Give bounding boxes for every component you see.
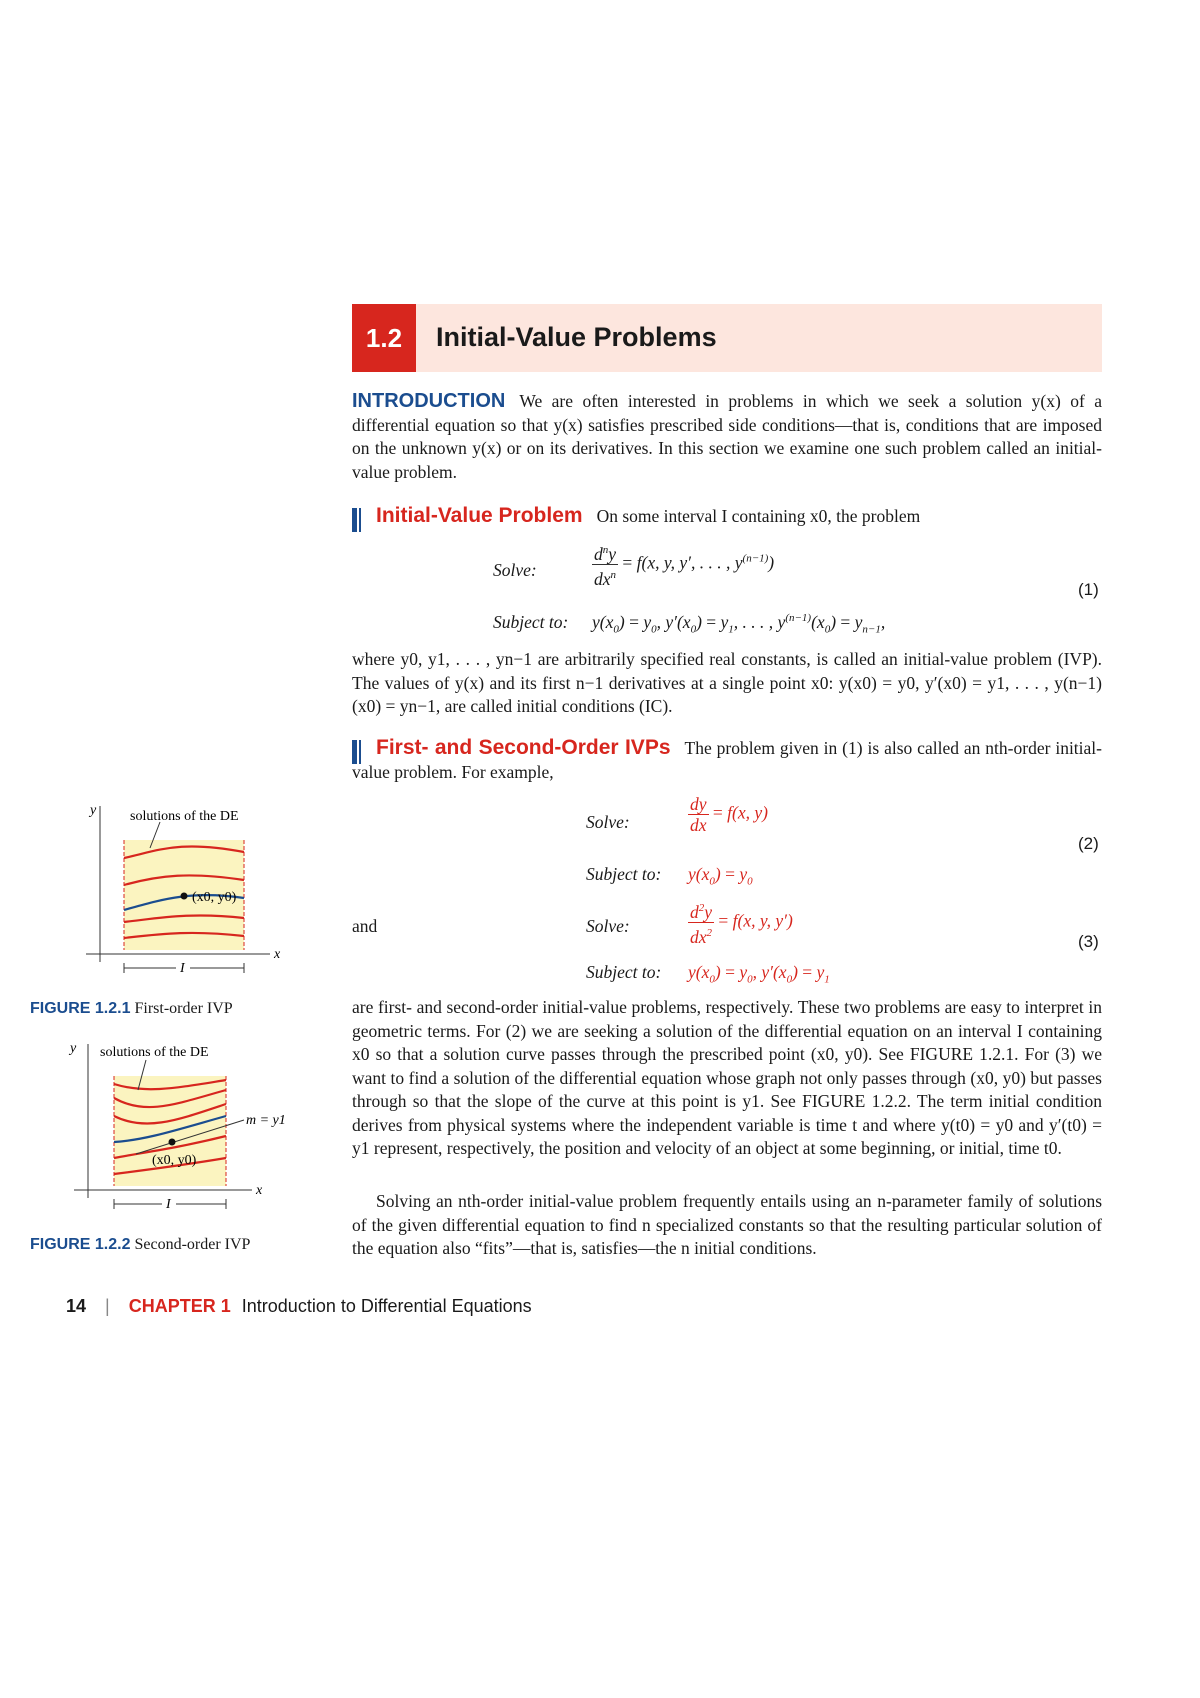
introduction-text: We are often interested in problems in which we seek a solution y(x) of a differential equation so that y(x) satisfies prescribed side conditions—that is, conditions that are imposed on the unknown y(x) or on its derivatives. In this section we examine one such problem called an initial-value problem.: [352, 391, 1102, 482]
eq2-subject-label: Subject to:: [586, 864, 662, 884]
footer-divider: |: [105, 1296, 110, 1316]
eq2-solve-equation: $\frac{dy}{dx}$ = f(x, y): [690, 794, 768, 835]
interpretation-paragraph: are first- and second-order initial-value problems, respectively. These two problems are easy to interpret in geometric terms. For (2) we are seeking a solution of the differential equation on an interval I containing x0 so that a solution curve passes through the prescribed point (x0, y0). See FIGURE 1.2.1. For (3) we want to find a solution of the differential equation whose graph not only passes through (x0, y0) but passes through so that the slope of the curve at this point is y1. See FIGURE 1.2.2. The term initial condition derives from physical systems where the independent variable is time t and where y(t0) = y0 and y′(t0) = y1 represent, respectively, the position and velocity of an object at some beginning, or initial, time t0.: [352, 997, 1102, 1158]
eq1-conditions: $y(x_0) = y_0$, $y'(x_0) = y_1$, . . . , $y^{(n-1)}(x_0) = y_{n-1}$,: [592, 612, 886, 636]
page-number: 14: [66, 1296, 87, 1316]
page-footer: [66, 1296, 532, 1317]
ivp-lead: On some interval I containing x0, the problem: [596, 506, 921, 526]
ivp-heading-line: [376, 504, 1106, 528]
fig2-interval-label: I: [166, 1197, 171, 1212]
eq2-solve-label: Solve:: [586, 812, 630, 832]
first-second-heading-line: [352, 736, 1102, 784]
first-second-lead: The problem given in (1) is also called an nth-order initial-value problem. For example,: [352, 738, 1102, 782]
ivp-heading: Initial-Value Problem: [376, 504, 583, 527]
fig1-interval-label: I: [180, 961, 185, 976]
and-connector: and: [352, 916, 378, 936]
section-title: Initial-Value Problems: [436, 322, 717, 352]
eq1-subject-label: Subject to:: [493, 612, 569, 632]
fig1-y-axis-label: y: [90, 803, 97, 818]
introduction-label: INTRODUCTION: [352, 390, 506, 412]
initial-point: [181, 893, 188, 900]
eq3-solve-equation: $\frac{d^2y}{dx^2}$ = f(x, y, y′): [688, 898, 793, 947]
fig2-annotation: solutions of the DE: [100, 1045, 209, 1060]
eq2-number: (2): [1078, 834, 1099, 853]
eq1-number: (1): [1078, 580, 1099, 599]
footer-chapter: CHAPTER 1: [128, 1296, 231, 1316]
fig2-y-axis-label: y: [70, 1041, 77, 1056]
fig2-x-axis-label: x: [256, 1183, 263, 1198]
footer-chapter-title: Introduction to Differential Equations: [241, 1296, 532, 1316]
eq3-conditions: $y(x_0) = y_0$, $y'(x_0) = y_1$: [688, 962, 830, 986]
figure-1-2-2-caption: [30, 1236, 250, 1254]
eq3-solve-label: Solve:: [586, 916, 630, 936]
fig1-annotation: solutions of the DE: [130, 809, 239, 824]
eq1-solve-label: Solve:: [493, 560, 537, 580]
figure-1-2-2: [66, 1040, 286, 1220]
eq3-number: (3): [1078, 932, 1099, 951]
fig2-point-label: (x0, y0): [152, 1153, 197, 1168]
introduction-paragraph: [352, 390, 1102, 484]
eq3-subject-label: Subject to:: [586, 962, 662, 982]
figure-1-2-1-label: FIGURE 1.2.1: [30, 1000, 131, 1017]
section-number: 1.2: [352, 304, 416, 372]
eq1-solve-equation: $\frac{d^ny}{dx^n}$ = f(x, y, y′, . . . , $y^{(n-1)}$): [592, 540, 774, 589]
fig1-x-axis-label: x: [274, 947, 281, 962]
ivp-definition-paragraph: where y0, y1, . . . , yn−1 are arbitrarily specified real constants, is called an initial-value problem (IVP). The values of y(x) and its first n−1 derivatives at a single point x0: y(x0) = y0, y′(x0) = y1, . . . , y(n−1)(x0) = yn−1, are called initial conditions (IC).: [352, 649, 1102, 716]
fig1-point-label: (x0, y0): [192, 890, 237, 905]
initial-point: [169, 1139, 176, 1146]
fig2-slope-label: m = y1: [246, 1113, 286, 1128]
figure-1-2-1: [80, 800, 300, 980]
figure-1-2-2-label: FIGURE 1.2.2: [30, 1236, 131, 1253]
figure-1-2-1-caption-text: First-order IVP: [134, 1000, 233, 1017]
first-second-heading: First- and Second-Order IVPs: [376, 736, 671, 759]
figure-1-2-2-caption-text: Second-order IVP: [134, 1236, 251, 1253]
eq2-condition: $y(x_0) = y_0$: [688, 864, 753, 888]
subhead-marker-thin: [359, 508, 361, 532]
solving-paragraph: Solving an nth-order initial-value problem frequently entails using an n-parameter family of solutions of the given differential equation to find n specialized constants so that the resulting particular solution of the equation also “fits”—that is, satisfies—the n initial conditions.: [352, 1191, 1102, 1258]
figure-1-2-1-caption: [30, 1000, 233, 1018]
subhead-marker: [352, 508, 357, 532]
